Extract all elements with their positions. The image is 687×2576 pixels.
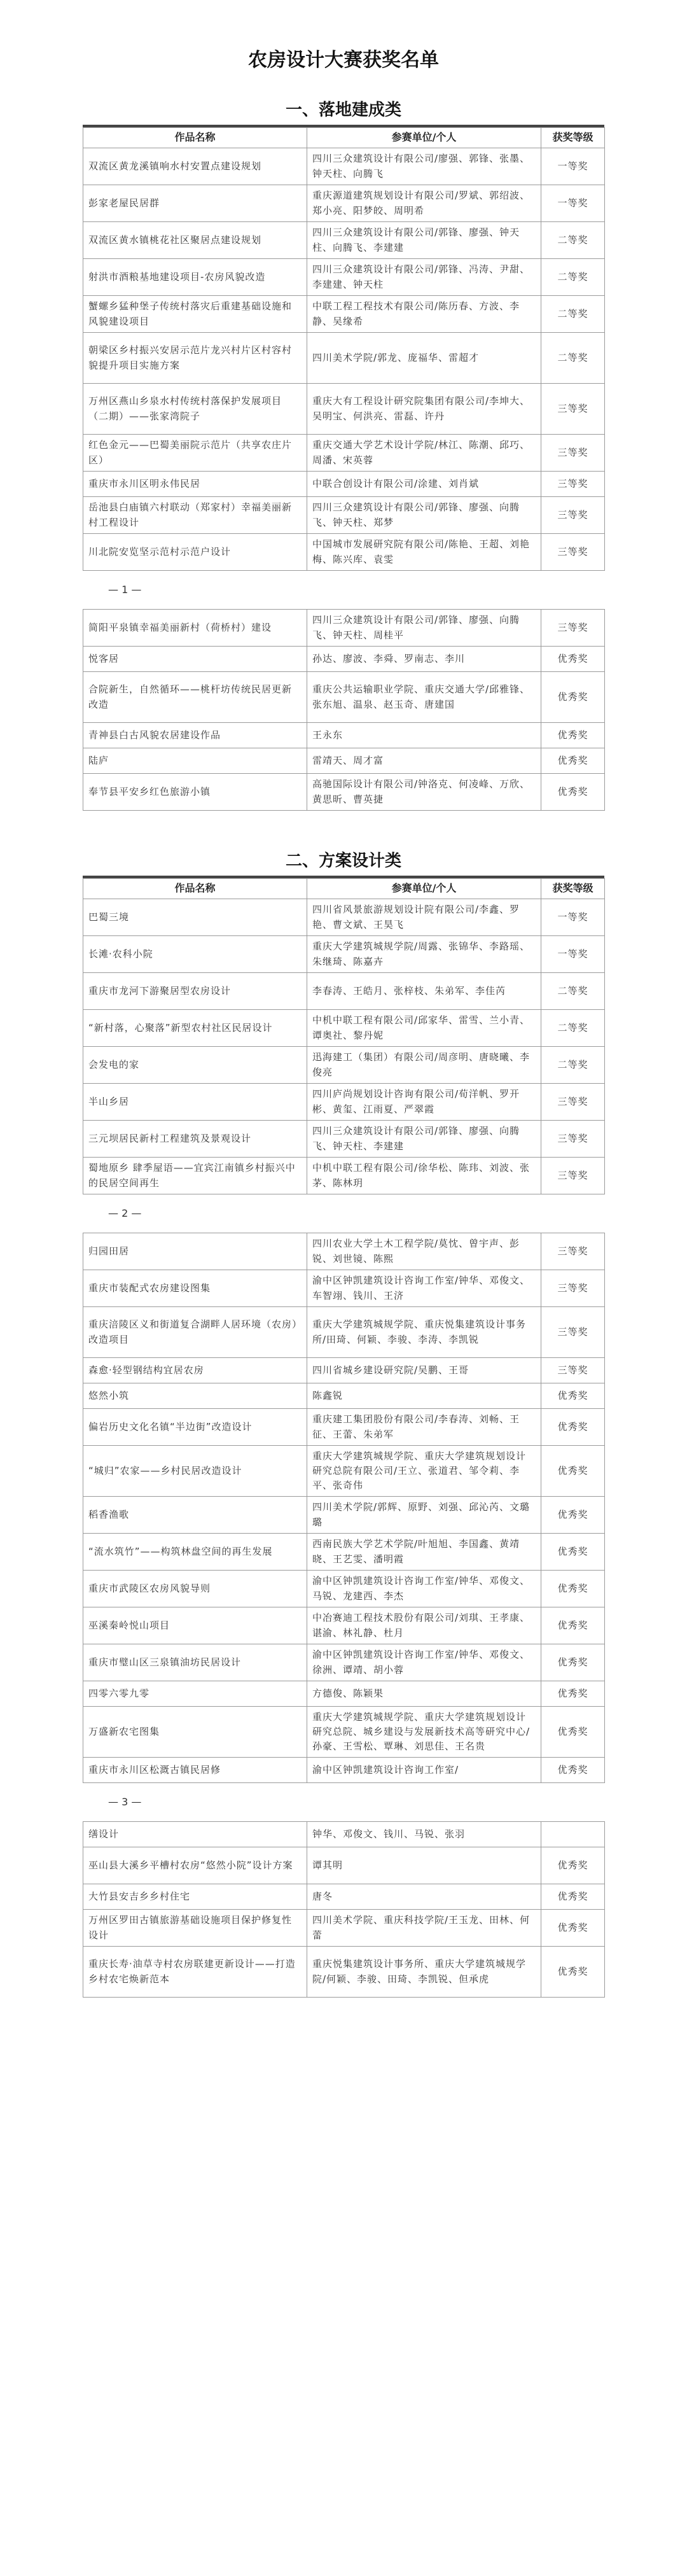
table-header-row (83, 879, 605, 899)
table-row (83, 534, 605, 571)
table-row (83, 259, 605, 296)
cell-work-name: 合院新生，自然循环——桃杆坊传统民居更新改造 (83, 672, 307, 723)
cell-award: 优秀奖 (541, 748, 605, 774)
cell-participant: 四川三众建筑设计有限公司/郭锋、廖强、向腾飞、钟天柱、周桂平 (307, 610, 541, 647)
cell-participant: 重庆建工集团股份有限公司/李春涛、刘畅、王征、王蕾、朱弟军 (307, 1409, 541, 1446)
table-row (83, 1681, 605, 1707)
cell-award: 二等奖 (541, 296, 605, 333)
cell-work-name: 稻香渔歌 (83, 1497, 307, 1534)
cell-award: 优秀奖 (541, 672, 605, 723)
cell-participant: 重庆悦集建筑设计事务所、重庆大学建筑城规学院/何颖、李骏、田琦、李凯锐、但承虎 (307, 1947, 541, 1998)
cell-participant: 四川美术学院/郭辉、原野、刘强、邱沁芮、文璐璐 (307, 1497, 541, 1534)
table-row (83, 1047, 605, 1084)
cell-participant: 四川美术学院/郭龙、庞福华、雷超才 (307, 333, 541, 384)
cell-participant: 四川美术学院、重庆科技学院/王玉龙、田林、何蕾 (307, 1910, 541, 1947)
cell-work-name: 青神县白古风貌农居建设作品 (83, 723, 307, 748)
cell-participant: 四川三众建筑设计有限公司/郭锋、廖强、向腾飞、钟天柱、郑梦 (307, 497, 541, 534)
cell-participant: 四川三众建筑设计有限公司/郭锋、冯涛、尹甜、李建建、钟天柱 (307, 259, 541, 296)
cell-work-name: 悠然小筑 (83, 1383, 307, 1409)
cell-award: 优秀奖 (541, 723, 605, 748)
table-row (83, 1534, 605, 1571)
cell-work-name: 大竹县安吉乡乡村住宅 (83, 1884, 307, 1910)
cell-participant: 渝中区钟凯建筑设计咨询工作室/ (307, 1758, 541, 1783)
cell-award: 优秀奖 (541, 1947, 605, 1998)
cell-award: 优秀奖 (541, 1497, 605, 1534)
cell-participant: 中联工程工程技术有限公司/陈历春、方波、李静、吴缘希 (307, 296, 541, 333)
cell-work-name: 巫溪秦岭悦山项目 (83, 1607, 307, 1644)
table-row (83, 936, 605, 973)
table-row (83, 435, 605, 472)
cell-participant: 四川三众建筑设计有限公司/郭锋、廖强、向腾飞、钟天柱、李建建 (307, 1121, 541, 1158)
cell-work-name: 偏岩历史文化名镇“半边街”改造设计 (83, 1409, 307, 1446)
cell-work-name: 红色金元——巴蜀美丽院示范片（共享农庄片区） (83, 435, 307, 472)
table-row (83, 899, 605, 936)
cell-award: 优秀奖 (541, 1644, 605, 1681)
cell-award: 三等奖 (541, 497, 605, 534)
cell-work-name: 万州区罗田古镇旅游基础设施项目保护修复性设计 (83, 1910, 307, 1947)
table-row (83, 1644, 605, 1681)
table-row (83, 1847, 605, 1884)
cell-work-name: 万盛新农宅图集 (83, 1707, 307, 1758)
table-row (83, 1358, 605, 1383)
section-2-table-b (83, 1233, 605, 1783)
cell-award: 三等奖 (541, 472, 605, 497)
cell-work-name: 川北院安览坚示范村示范户设计 (83, 534, 307, 571)
table-row (83, 1158, 605, 1194)
table-row (83, 973, 605, 1010)
table-row (83, 1707, 605, 1758)
cell-award: 优秀奖 (541, 1383, 605, 1409)
table-row (83, 1383, 605, 1409)
cell-award: 优秀奖 (541, 1409, 605, 1446)
cell-participant: 孙达、廖波、李舜、罗南志、李川 (307, 647, 541, 672)
table-row (83, 1497, 605, 1534)
cell-work-name: “流水筑竹”——构筑林盘空间的再生发展 (83, 1534, 307, 1571)
cell-participant: 渝中区钟凯建筑设计咨询工作室/钟华、邓俊文、车智翊、钱川、王济 (307, 1270, 541, 1307)
table-row (83, 1607, 605, 1644)
table-row (83, 1446, 605, 1497)
cell-award: 优秀奖 (541, 1571, 605, 1607)
cell-work-name: 重庆市永川区松溉古镇民居修 (83, 1758, 307, 1783)
table-row (83, 748, 605, 774)
table-row (83, 774, 605, 811)
cell-award: 二等奖 (541, 259, 605, 296)
cell-work-name: 缮设计 (83, 1822, 307, 1847)
cell-award: 三等奖 (541, 610, 605, 647)
cell-participant: 渝中区钟凯建筑设计咨询工作室/钟华、邓俊文、徐洲、谭靖、胡小蓉 (307, 1644, 541, 1681)
table-row (83, 672, 605, 723)
section-2-table-c (83, 1821, 605, 1998)
cell-participant: 渝中区钟凯建筑设计咨询工作室/钟华、邓俊文、马锐、龙建西、李杰 (307, 1571, 541, 1607)
cell-participant: 李春涛、王皓月、张梓枝、朱弟军、李佳芮 (307, 973, 541, 1010)
cell-participant: 陈鑫锐 (307, 1383, 541, 1409)
header-participant: 参赛单位/个人 (307, 879, 541, 899)
cell-work-name: 半山乡居 (83, 1084, 307, 1121)
cell-award: 二等奖 (541, 1047, 605, 1084)
cell-participant: 中国城市发展研究院有限公司/陈艳、王超、刘艳梅、陈兴库、袁雯 (307, 534, 541, 571)
table-row (83, 148, 605, 185)
cell-participant: 雷靖天、周才富 (307, 748, 541, 774)
cell-work-name: 蟹螺乡猛种堡子传统村落灾后重建基础设施和风貌建设项目 (83, 296, 307, 333)
cell-work-name: 会发电的家 (83, 1047, 307, 1084)
cell-award: 一等奖 (541, 899, 605, 936)
cell-participant: 谭其明 (307, 1847, 541, 1884)
cell-work-name: 简阳平泉镇幸福美丽新村（荷桥村）建设 (83, 610, 307, 647)
cell-participant: 重庆源道建筑规划设计有限公司/罗斌、郭绍波、郑小亮、阳梦皎、周明希 (307, 185, 541, 222)
cell-award (541, 1822, 605, 1847)
cell-work-name: 蜀地原乡 肆季屋语——宜宾江南镇乡村振兴中的民居空间再生 (83, 1158, 307, 1194)
cell-work-name: “城归”农家——乡村民居改造设计 (83, 1446, 307, 1497)
cell-participant: 方德俊、陈颖果 (307, 1681, 541, 1707)
cell-award: 二等奖 (541, 1010, 605, 1047)
cell-award: 三等奖 (541, 1358, 605, 1383)
document-title: 农房设计大赛获奖名单 (248, 49, 439, 71)
table-row (83, 333, 605, 384)
cell-work-name: 归园田居 (83, 1233, 307, 1270)
cell-participant: 四川三众建筑设计有限公司/廖强、郭锋、张墨、钟天柱、向腾飞 (307, 148, 541, 185)
cell-award: 一等奖 (541, 148, 605, 185)
table-row (83, 472, 605, 497)
cell-award: 三等奖 (541, 1307, 605, 1358)
cell-work-name: 重庆长寿·油草寺村农房联建更新设计——打造乡村农宅焕新范本 (83, 1947, 307, 1998)
cell-participant: 重庆大学建筑城规学院、重庆大学建筑规划设计研究总院、城乡建设与发展新技术高等研究中心/孙豪、王雪松、覃琳、刘思佳、王名贵 (307, 1707, 541, 1758)
cell-participant: 唐冬 (307, 1884, 541, 1910)
cell-award: 三等奖 (541, 1121, 605, 1158)
table-row (83, 1307, 605, 1358)
table-row (83, 1084, 605, 1121)
cell-participant: 重庆大学建筑城规学院/周露、张锦华、李路瑶、朱继琦、陈嘉卉 (307, 936, 541, 973)
page-number-1: — 1 — (108, 584, 142, 596)
page-number-3: — 3 — (108, 1796, 142, 1808)
header-participant: 参赛单位/个人 (307, 128, 541, 148)
cell-participant: 王永东 (307, 723, 541, 748)
cell-award: 三等奖 (541, 1158, 605, 1194)
cell-work-name: 重庆涪陵区义和街道复合湖畔人居环境（农房）改造项目 (83, 1307, 307, 1358)
cell-award: 优秀奖 (541, 1758, 605, 1783)
section-2-table-a (83, 878, 605, 1194)
section-2-title: 二、方案设计类 (285, 851, 401, 871)
cell-work-name: 彭家老屋民居群 (83, 185, 307, 222)
cell-participant: 西南民族大学艺术学院/叶旭旭、李国鑫、黄靖晓、王艺雯、潘明霞 (307, 1534, 541, 1571)
cell-work-name: 万州区燕山乡泉水村传统村落保护发展项目（二期）——张家湾院子 (83, 384, 307, 435)
table-row (83, 497, 605, 534)
cell-work-name: 岳池县白庙镇六村联动（郑家村）幸福美丽新村工程设计 (83, 497, 307, 534)
table-row (83, 1121, 605, 1158)
cell-participant: 四川三众建筑设计有限公司/郭锋、廖强、钟天柱、向腾飞、李建建 (307, 222, 541, 259)
table-row (83, 384, 605, 435)
table-row (83, 723, 605, 748)
cell-participant: 中机中联工程有限公司/邱家华、雷雪、兰小青、谭奥社、黎丹妮 (307, 1010, 541, 1047)
cell-award: 三等奖 (541, 1084, 605, 1121)
cell-award: 优秀奖 (541, 1681, 605, 1707)
cell-award: 优秀奖 (541, 1910, 605, 1947)
cell-participant: 四川农业大学土木工程学院/莫忱、曾宇声、彭锐、刘世镜、陈熙 (307, 1233, 541, 1270)
table-row (83, 1947, 605, 1998)
table-row (83, 610, 605, 647)
table-row (83, 647, 605, 672)
table-row (83, 1270, 605, 1307)
cell-work-name: 巴蜀三境 (83, 899, 307, 936)
cell-award: 优秀奖 (541, 1607, 605, 1644)
header-work: 作品名称 (83, 879, 307, 899)
section-1-table-b (83, 609, 605, 811)
cell-participant: 重庆交通大学艺术设计学院/林江、陈潮、邱巧、周潘、宋英蓉 (307, 435, 541, 472)
table-row (83, 1910, 605, 1947)
cell-award: 优秀奖 (541, 647, 605, 672)
cell-award: 三等奖 (541, 534, 605, 571)
cell-award: 二等奖 (541, 973, 605, 1010)
cell-award: 三等奖 (541, 384, 605, 435)
cell-participant: 中机中联工程有限公司/徐华松、陈玮、刘波、张茅、陈林玥 (307, 1158, 541, 1194)
cell-participant: 重庆大有工程设计研究院集团有限公司/李坤大、吴明宝、何洪亮、雷磊、许丹 (307, 384, 541, 435)
cell-award: 三等奖 (541, 1270, 605, 1307)
cell-work-name: 重庆市璧山区三泉镇油坊民居设计 (83, 1644, 307, 1681)
cell-award: 二等奖 (541, 333, 605, 384)
cell-award: 优秀奖 (541, 1707, 605, 1758)
cell-work-name: “新村落，心聚落”新型农村社区民居设计 (83, 1010, 307, 1047)
cell-work-name: 重庆市武陵区农房风貌导则 (83, 1571, 307, 1607)
cell-participant: 四川省风景旅游规划设计院有限公司/李鑫、罗艳、曹文斌、王昊飞 (307, 899, 541, 936)
cell-award: 优秀奖 (541, 1884, 605, 1910)
cell-work-name: 重庆市永川区明永伟民居 (83, 472, 307, 497)
cell-work-name: 重庆市龙河下游聚居型农房设计 (83, 973, 307, 1010)
table-row (83, 1822, 605, 1847)
cell-award: 优秀奖 (541, 1446, 605, 1497)
table-row (83, 1010, 605, 1047)
cell-work-name: 奉节县平安乡红色旅游小镇 (83, 774, 307, 811)
cell-work-name: 悦客居 (83, 647, 307, 672)
cell-participant: 中联合创设计有限公司/涂建、刘肖斌 (307, 472, 541, 497)
cell-award: 三等奖 (541, 1233, 605, 1270)
cell-work-name: 巫山县大溪乡平槽村农房“悠然小院”设计方案 (83, 1847, 307, 1884)
table-header-row (83, 128, 605, 148)
table-row (83, 296, 605, 333)
cell-work-name: 朝梁区乡村振兴安居示范片龙兴村片区村容村貌提升项目实施方案 (83, 333, 307, 384)
cell-work-name: 四零六零九零 (83, 1681, 307, 1707)
cell-award: 一等奖 (541, 936, 605, 973)
cell-award: 优秀奖 (541, 1847, 605, 1884)
section-1-title: 一、落地建成类 (285, 101, 401, 120)
table-row (83, 185, 605, 222)
table-row (83, 1409, 605, 1446)
cell-work-name: 三元坝居民新村工程建筑及景观设计 (83, 1121, 307, 1158)
cell-award: 优秀奖 (541, 1534, 605, 1571)
cell-work-name: 双流区黄水镇桃花社区聚居点建设规划 (83, 222, 307, 259)
cell-participant: 四川省城乡建设研究院/吴鹏、王哥 (307, 1358, 541, 1383)
cell-participant: 高驰国际设计有限公司/钟洛克、何凌峰、万欣、黄思昕、曹英捷 (307, 774, 541, 811)
table-row (83, 1233, 605, 1270)
table-row (83, 222, 605, 259)
header-award: 获奖等级 (541, 879, 605, 899)
cell-work-name: 重庆市装配式农房建设图集 (83, 1270, 307, 1307)
cell-award: 三等奖 (541, 435, 605, 472)
cell-work-name: 射洪市酒粮基地建设项目-农房风貌改造 (83, 259, 307, 296)
cell-award: 二等奖 (541, 222, 605, 259)
cell-participant: 重庆大学建筑城规学院、重庆悦集建筑设计事务所/田琦、何颖、李骏、李涛、李凯锐 (307, 1307, 541, 1358)
header-work: 作品名称 (83, 128, 307, 148)
section-1-table-a (83, 127, 605, 571)
cell-award: 一等奖 (541, 185, 605, 222)
table-row (83, 1758, 605, 1783)
cell-participant: 四川庐尚规划设计咨询有限公司/荀洋帆、罗开彬、黄玺、江雨夏、严翠霞 (307, 1084, 541, 1121)
cell-work-name: 双流区黄龙溪镇响水村安置点建设规划 (83, 148, 307, 185)
table-row (83, 1571, 605, 1607)
cell-participant: 中冶赛迪工程技术股份有限公司/刘琪、王孝康、谌渝、林礼静、杜月 (307, 1607, 541, 1644)
cell-participant: 迅海建工（集团）有限公司/周彦明、唐晓曦、李俊亮 (307, 1047, 541, 1084)
cell-participant: 重庆大学建筑城规学院、重庆大学建筑规划设计研究总院有限公司/王立、张道君、邹令莉、李平、张奇伟 (307, 1446, 541, 1497)
cell-work-name: 陆庐 (83, 748, 307, 774)
cell-work-name: 长滩·农科小院 (83, 936, 307, 973)
cell-participant: 钟华、邓俊文、钱川、马锐、张羽 (307, 1822, 541, 1847)
cell-work-name: 森愈·轻型钢结构宜居农房 (83, 1358, 307, 1383)
header-award: 获奖等级 (541, 128, 605, 148)
table-row (83, 1884, 605, 1910)
cell-award: 优秀奖 (541, 774, 605, 811)
page-number-2: — 2 — (108, 1207, 142, 1219)
cell-participant: 重庆公共运输职业学院、重庆交通大学/邱雅锋、张东旭、温泉、赵玉奇、唐建国 (307, 672, 541, 723)
